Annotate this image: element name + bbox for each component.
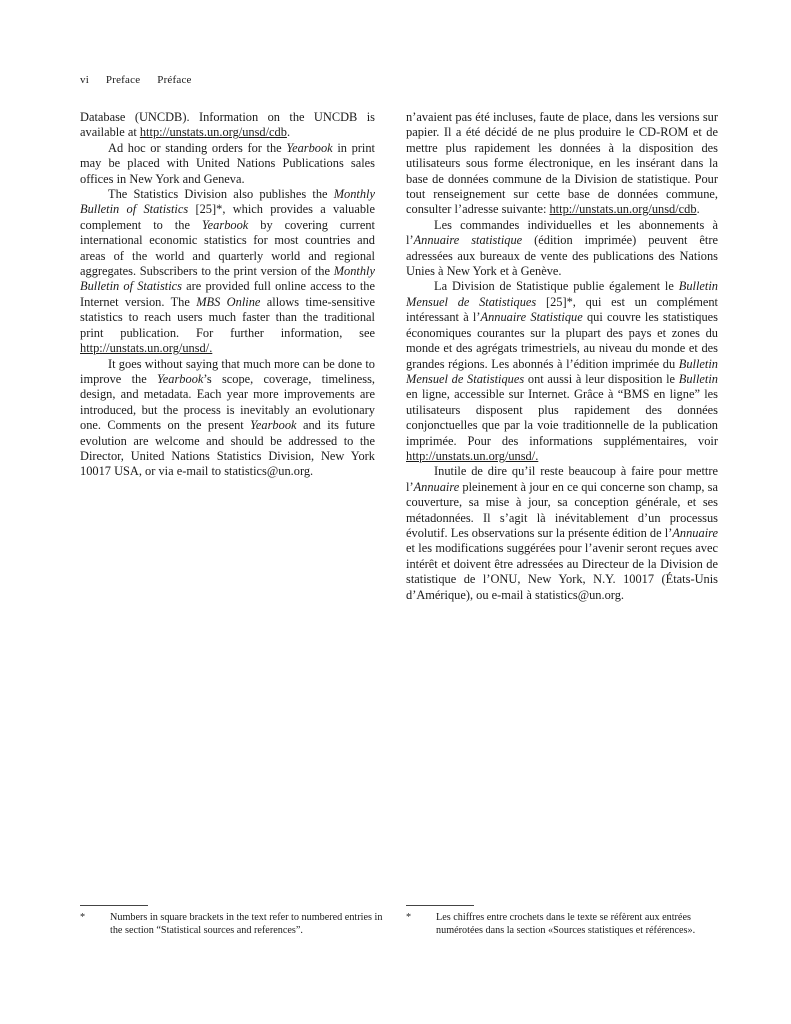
fr-p4-b: pleinement à jour en ce qui concerne son champ, sa couverture, sa mise à jour, sa conception générale, et ses métadonnées. Il s’agit là inévitablement d’un processus évolutif. Les observations sur la présente édition de l’ <box>406 479 718 540</box>
en-paragraph-4 <box>80 357 375 480</box>
en-p2-end: in print may be placed with United Nations Publications sales offices in New York and Geneva. <box>80 140 375 186</box>
english-column <box>80 110 375 480</box>
footnote-en <box>80 911 385 938</box>
fr-paragraph-1 <box>406 110 718 218</box>
en-p3-italic-3: Monthly Bulletin of Statistics <box>80 264 375 294</box>
fr-p1-text: n’avaient pas été incluses, faute de place, dans les versions sur papier. Il a été décidé de ne plus produire le CD-ROM et de mettre plus rapidement les données à la disposition des utilisateurs sous forme électronique, en les insérant dans la base de données commune de la Division de statistique. Pour tout renseignement sur cette base de données commune, consulter l’adresse suivante: <box>406 110 718 217</box>
fr-p3-italic-4: Bulletin <box>678 371 718 386</box>
fr-unsd-link[interactable]: http://unstats.un.org/unsd/. <box>406 448 539 463</box>
en-p4-italic-2: Yearbook <box>250 418 297 433</box>
unsd-link[interactable]: http://unstats.un.org/unsd/. <box>80 341 213 356</box>
fr-paragraph-4 <box>406 464 718 603</box>
en-p4-c: and its future evolution are welcome and should be addressed to the Director, United Nations Statistics Division, New York 10017 USA, or via e-mail to statistics@un.org. <box>80 418 375 479</box>
en-paragraph-2 <box>80 141 375 187</box>
en-p3-e: allows time-sensitive statistics to reach users much faster than the traditional print publication. For further information, see <box>80 294 375 340</box>
fr-p2-b: (édition imprimée) peuvent être adressées aux bureaux de vente des publications des Nations Unies à New York et à Genève. <box>406 233 718 279</box>
footnote-marker-en: * <box>80 912 86 923</box>
fr-p3-b: [25]*, qui est un complément intéressant à l’ <box>406 294 718 325</box>
fr-p4-a: Inutile de dire qu’il reste beaucoup à faire pour mettre l’ <box>406 464 718 494</box>
footnote-rule-fr <box>406 905 474 906</box>
fr-paragraph-3 <box>406 279 718 464</box>
footnote-rule-en <box>80 905 148 906</box>
en-p3-d: are provided full online access to the Internet version. The <box>80 279 376 309</box>
en-p4-b: ’s scope, coverage, timeliness, design, and metadata. Each year more improvements are introduced, but the process is inevitably an evolutionary one. Comments on the present <box>80 371 375 433</box>
fr-uncdb-link[interactable]: http://unstats.un.org/unsd/cdb <box>549 202 697 217</box>
footnote-marker-fr: * <box>406 912 412 923</box>
header-title-fr: Préface <box>157 74 192 86</box>
running-header <box>80 74 206 86</box>
header-title-en: Preface <box>105 74 141 86</box>
fr-p1-end: . <box>696 202 700 217</box>
fr-p3-e: en ligne, accessible sur Internet. Grâce à “BMS en ligne” les utilisateurs disposent plus rapidement des données conjonctuelles que par la voie traditionnelle de la publication imprimée. Pour des informations supplémentaires, voir <box>406 387 718 448</box>
en-p4-italic-1: Yearbook <box>157 371 204 386</box>
en-p3-b: [25]*, which provides a valuable complement to the <box>80 202 375 232</box>
fr-p4-italic-1: Annuaire <box>413 479 460 494</box>
fr-p3-a: La Division de Statistique publie également le <box>434 279 679 294</box>
footnote-fr <box>406 911 718 938</box>
en-p3-italic-2: Yearbook <box>201 217 249 232</box>
french-column <box>406 110 718 603</box>
en-p2-italic: Yearbook <box>286 140 333 155</box>
fr-p3-italic-1: Bulletin Mensuel de Statistiques <box>406 279 718 309</box>
fr-p3-italic-2: Annuaire Statistique <box>480 310 583 325</box>
fr-p2-italic: Annuaire statistique <box>413 233 523 248</box>
fr-p3-italic-3: Bulletin Mensuel de Statistiques <box>406 356 718 386</box>
fr-p3-c: qui couvre les statistiques économiques courantes sur la plupart des pays et zones du monde et des agrégats trimestriels, au niveau du monde et des grandes régions. Les abonnés à l’édition imprimée du <box>406 310 718 371</box>
fr-paragraph-2 <box>406 218 718 280</box>
en-paragraph-3 <box>80 187 375 356</box>
en-paragraph-1 <box>80 110 375 141</box>
fr-p2-a: Les commandes individuelles et les abonnements à l’ <box>406 217 718 248</box>
en-p3-italic-1: Monthly Bulletin of Statistics <box>80 187 375 217</box>
uncdb-link[interactable]: http://unstats.un.org/unsd/cdb <box>139 125 287 140</box>
page-number: vi <box>80 74 89 86</box>
en-p3-italic-4: MBS Online <box>196 294 261 309</box>
en-p4-a: It goes without saying that much more can be done to improve the <box>80 356 375 386</box>
en-p3-c: by covering current international economic statistics for most countries and areas of the world and quarterly world and regional aggregates. Subscribers to the print version of the <box>80 217 375 279</box>
fr-p4-c: et les modifications suggérées pour l’avenir seront reçues avec intérêt et doivent être adressées au Directeur de la Division de statistique de l’ONU, New York, N.Y. 10017 (États-Unis d’Amérique), ou e-mail à statistics@un.org. <box>406 541 718 602</box>
footnote-text-fr: Les chiffres entre crochets dans le texte se réfèrent aux entrées numérotées dans la section «Sources statistiques et références». <box>436 912 696 937</box>
fr-p3-d: ont aussi à leur disposition le <box>524 371 679 386</box>
en-p1-text: Database (UNCDB). Information on the UNCDB is available at <box>80 110 375 140</box>
en-p2-text: Ad hoc or standing orders for the <box>108 140 287 155</box>
footnote-text-en: Numbers in square brackets in the text refer to numbered entries in the section “Statistical sources and references”. <box>110 912 383 937</box>
en-p3-a: The Statistics Division also publishes the <box>108 187 334 202</box>
en-p1-end: . <box>286 125 291 140</box>
fr-p4-italic-2: Annuaire <box>672 525 718 540</box>
